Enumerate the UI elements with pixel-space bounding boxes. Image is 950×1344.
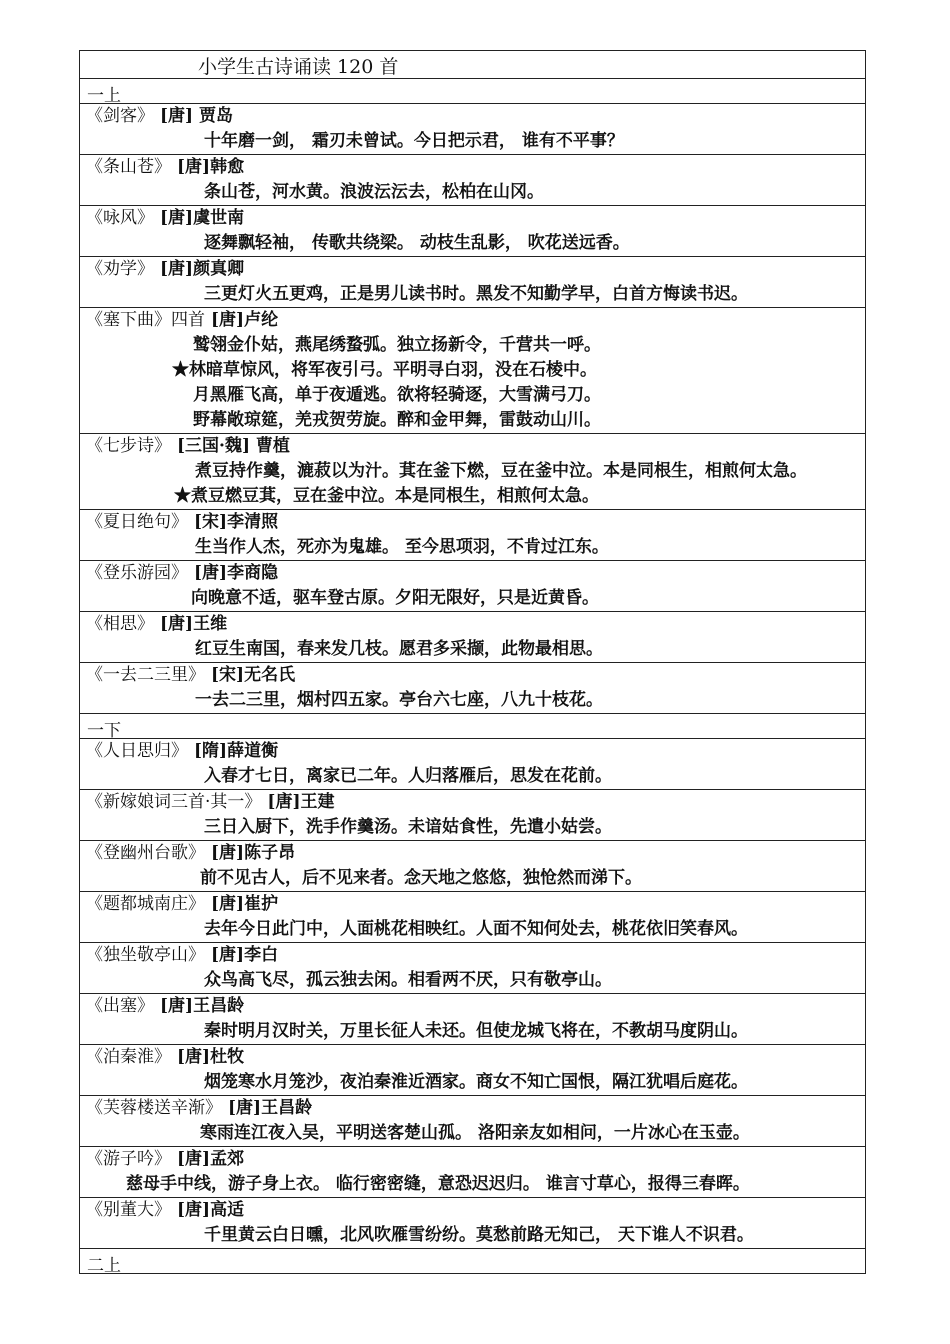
poem-header <box>80 943 865 968</box>
poem-entry <box>80 206 865 257</box>
poem-author: [隋]薛道衡 <box>194 741 279 761</box>
poem-author: [唐]卢纶 <box>211 310 279 330</box>
poem-line: 鹫翎金仆姑，燕尾绣蝥弧。独立扬新令，千营共一呼。 <box>193 335 601 355</box>
poem-entry <box>80 739 865 790</box>
poem-author: [唐]孟郊 <box>177 1149 245 1169</box>
grade-label: 二上 <box>87 1256 121 1276</box>
poem-line: 红豆生南国，春来发几枝。愿君多采撷，此物最相思。 <box>195 639 603 659</box>
poem-line: 前不见古人，后不见来者。念天地之悠悠，独怆然而涕下。 <box>200 868 642 888</box>
poem-line: 煮豆持作羹，漉菽以为汁。萁在釜下燃，豆在釜中泣。本是同根生，相煎何太急。 <box>195 461 807 481</box>
poem-table <box>79 50 866 1274</box>
poem-line: 月黑雁飞高，单于夜遁逃。欲将轻骑逐，大雪满弓刀。 <box>193 385 601 405</box>
poem-entry <box>80 155 865 206</box>
grade-label: 一上 <box>87 86 121 106</box>
poem-title: 《题都城南庄》 <box>86 894 205 914</box>
poem-author: [唐]王建 <box>267 792 335 812</box>
poem-entry <box>80 561 865 612</box>
poem-line: 慈母手中线，游子身上衣。 临行密密缝，意恐迟迟归。 谁言寸草心，报得三春晖。 <box>126 1174 750 1194</box>
poem-title: 《条山苍》 <box>86 157 171 177</box>
poem-line: 生当作人杰，死亦为鬼雄。 至今思项羽，不肯过江东。 <box>195 537 609 557</box>
poem-entry <box>80 1198 865 1249</box>
poem-header <box>80 739 865 764</box>
poem-header <box>80 1198 865 1223</box>
poem-header <box>80 257 865 282</box>
poem-line: 烟笼寒水月笼沙，夜泊秦淮近酒家。商女不知亡国恨，隔江犹唱后庭花。 <box>204 1072 748 1092</box>
poem-entry <box>80 308 865 434</box>
poem-title: 《夏日绝句》 <box>86 512 188 532</box>
poem-title: 《七步诗》 <box>86 436 171 456</box>
grade-row <box>80 79 865 104</box>
poem-author: [唐]韩愈 <box>177 157 245 177</box>
poem-title: 《人日思归》 <box>86 741 188 761</box>
poem-author: [三国·魏] 曹植 <box>177 436 290 456</box>
poem-header <box>80 663 865 688</box>
poem-entry <box>80 510 865 561</box>
poem-line: 去年今日此门中，人面桃花相映红。人面不知何处去，桃花依旧笑春风。 <box>204 919 748 939</box>
poem-author: [唐]王维 <box>160 614 228 634</box>
poem-header <box>80 1045 865 1070</box>
poem-title: 《剑客》 <box>86 106 154 126</box>
table-body <box>80 79 865 1276</box>
poem-entry <box>80 1147 865 1198</box>
poem-author: [唐]李商隐 <box>194 563 279 583</box>
poem-author: [唐] 贾岛 <box>160 106 234 126</box>
poem-line: 寒雨连江夜入吴，平明送客楚山孤。 洛阳亲友如相问，一片冰心在玉壶。 <box>200 1123 750 1143</box>
poem-header <box>80 892 865 917</box>
poem-author: [唐]李白 <box>211 945 279 965</box>
poem-line: 十年磨一剑， 霜刃未曾试。今日把示君， 谁有不平事？ <box>204 131 624 151</box>
poem-entry <box>80 1096 865 1147</box>
poem-header <box>80 994 865 1019</box>
poem-title: 《出塞》 <box>86 996 154 1016</box>
poem-title: 《芙蓉楼送辛渐》 <box>86 1098 222 1118</box>
poem-title: 《登幽州台歌》 <box>86 843 205 863</box>
poem-header <box>80 104 865 129</box>
poem-line: 向晚意不适，驱车登古原。夕阳无限好，只是近黄昏。 <box>191 588 599 608</box>
poem-entry <box>80 790 865 841</box>
poem-entry <box>80 434 865 510</box>
poem-author: [唐]陈子昂 <box>211 843 296 863</box>
poem-line: 一去二三里，烟村四五家。亭台六七座，八九十枝花。 <box>195 690 603 710</box>
poem-author: [宋]李清照 <box>194 512 279 532</box>
poem-entry <box>80 663 865 714</box>
poem-entry <box>80 994 865 1045</box>
poem-header <box>80 841 865 866</box>
poem-header <box>80 561 865 586</box>
poem-entry <box>80 1045 865 1096</box>
poem-line: 众鸟高飞尽，孤云独去闲。相看两不厌，只有敬亭山。 <box>204 970 612 990</box>
poem-header <box>80 510 865 535</box>
poem-entry <box>80 841 865 892</box>
poem-header <box>80 1147 865 1172</box>
page-title: 小学生古诗诵读 120 首 <box>198 56 399 78</box>
poem-header <box>80 1096 865 1121</box>
poem-author: [唐]高适 <box>177 1200 245 1220</box>
poem-header <box>80 206 865 231</box>
poem-entry <box>80 612 865 663</box>
poem-header <box>80 308 865 333</box>
poem-author: [唐]王昌龄 <box>160 996 245 1016</box>
poem-line: 条山苍，河水黄。浪波沄沄去，松柏在山冈。 <box>204 182 544 202</box>
poem-title: 《塞下曲》四首 <box>86 310 205 330</box>
poem-entry <box>80 104 865 155</box>
poem-author: [宋]无名氏 <box>211 665 296 685</box>
poem-title: 《登乐游园》 <box>86 563 188 583</box>
poem-author: [唐]王昌龄 <box>228 1098 313 1118</box>
poem-entry <box>80 892 865 943</box>
poem-title: 《别董大》 <box>86 1200 171 1220</box>
poem-header <box>80 155 865 180</box>
poem-line: ★煮豆燃豆萁，豆在釜中泣。本是同根生，相煎何太急。 <box>174 486 599 506</box>
grade-row <box>80 714 865 739</box>
poem-title: 《相思》 <box>86 614 154 634</box>
poem-line: 入春才七日，离家已二年。人归落雁后，思发在花前。 <box>204 766 612 786</box>
poem-line: 野幕敞琼筵，羌戎贺劳旋。醉和金甲舞，雷鼓动山川。 <box>193 410 601 430</box>
poem-title: 《游子吟》 <box>86 1149 171 1169</box>
poem-title: 《劝学》 <box>86 259 154 279</box>
poem-title: 《泊秦淮》 <box>86 1047 171 1067</box>
poem-author: [唐]虞世南 <box>160 208 245 228</box>
poem-line: 三更灯火五更鸡，正是男儿读书时。黑发不知勤学早，白首方悔读书迟。 <box>204 284 748 304</box>
grade-row <box>80 1249 865 1276</box>
poem-line: 千里黄云白日曛，北风吹雁雪纷纷。莫愁前路无知己， 天下谁人不识君。 <box>204 1225 754 1245</box>
poem-title: 《一去二三里》 <box>86 665 205 685</box>
poem-title: 《新嫁娘词三首·其一》 <box>86 792 262 812</box>
poem-line: 三日入厨下，洗手作羹汤。未谙姑食性，先遣小姑尝。 <box>204 817 612 837</box>
poem-line: 逐舞飘轻袖， 传歌共绕梁。 动枝生乱影， 吹花送远香。 <box>204 233 630 253</box>
title-row <box>80 51 865 79</box>
poem-header <box>80 612 865 637</box>
poem-line: 秦时明月汉时关，万里长征人未还。但使龙城飞将在，不教胡马度阴山。 <box>204 1021 748 1041</box>
poem-author: [唐]颜真卿 <box>160 259 245 279</box>
poem-title: 《咏风》 <box>86 208 154 228</box>
poem-entry <box>80 943 865 994</box>
poem-header <box>80 790 865 815</box>
poem-line: ★林暗草惊风，将军夜引弓。平明寻白羽，没在石棱中。 <box>172 360 597 380</box>
poem-author: [唐]崔护 <box>211 894 279 914</box>
poem-title: 《独坐敬亭山》 <box>86 945 205 965</box>
poem-header <box>80 434 865 459</box>
grade-label: 一下 <box>87 721 121 741</box>
poem-entry <box>80 257 865 308</box>
poem-author: [唐]杜牧 <box>177 1047 245 1067</box>
